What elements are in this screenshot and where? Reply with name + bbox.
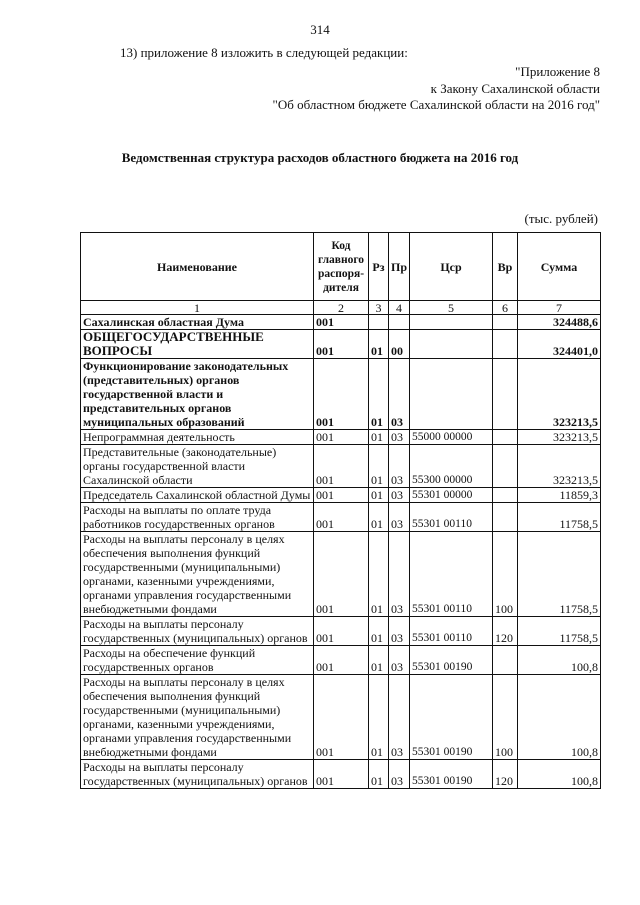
cell-rz: 01	[369, 532, 389, 617]
cell-csr: 55301 00190	[410, 675, 493, 760]
cell-rz: 01	[369, 760, 389, 789]
table-row	[81, 760, 601, 789]
appendix-line-2: к Закону Сахалинской области	[430, 81, 600, 96]
column-number: 7	[518, 301, 601, 315]
cell-pr: 03	[389, 359, 410, 430]
cell-name: Функционирование законодательных (представительных) органов государственной власти и представительных органов муниципальных образований	[81, 359, 314, 430]
cell-pr: 03	[389, 760, 410, 789]
cell-rz: 01	[369, 445, 389, 488]
column-number: 3	[369, 301, 389, 315]
cell-sum: 323213,5	[518, 430, 601, 445]
header-rz: Рз	[369, 233, 389, 301]
cell-name: Расходы на выплаты по оплате труда работников государственных органов	[81, 503, 314, 532]
header-code: Код главного распоря-дителя	[314, 233, 369, 301]
cell-vr	[493, 359, 518, 430]
cell-pr: 03	[389, 646, 410, 675]
cell-csr: 55301 00190	[410, 646, 493, 675]
header-vr: Вр	[493, 233, 518, 301]
cell-vr: 120	[493, 760, 518, 789]
cell-vr: 100	[493, 532, 518, 617]
cell-csr: 55301 00110	[410, 617, 493, 646]
cell-code: 001	[314, 503, 369, 532]
cell-sum: 11758,5	[518, 532, 601, 617]
cell-rz: 01	[369, 675, 389, 760]
cell-pr: 03	[389, 430, 410, 445]
cell-code: 001	[314, 430, 369, 445]
cell-sum: 100,8	[518, 675, 601, 760]
column-number: 5	[410, 301, 493, 315]
table-row	[81, 445, 601, 488]
cell-vr	[493, 503, 518, 532]
cell-csr	[410, 330, 493, 359]
cell-name: Расходы на обеспечение функций государственных органов	[81, 646, 314, 675]
cell-code: 001	[314, 445, 369, 488]
column-number: 1	[81, 301, 314, 315]
cell-vr	[493, 445, 518, 488]
cell-code: 001	[314, 617, 369, 646]
header-sum: Сумма	[518, 233, 601, 301]
cell-vr	[493, 646, 518, 675]
cell-pr: 03	[389, 617, 410, 646]
units-label: (тыс. рублей)	[524, 211, 598, 226]
cell-csr: 55300 00000	[410, 445, 493, 488]
document-title: Ведомственная структура расходов областного бюджета на 2016 год	[121, 150, 519, 165]
cell-pr: 03	[389, 675, 410, 760]
cell-code: 001	[314, 488, 369, 503]
column-number: 6	[493, 301, 518, 315]
cell-sum: 100,8	[518, 760, 601, 789]
cell-csr	[410, 315, 493, 330]
cell-rz: 01	[369, 503, 389, 532]
cell-name: Представительные (законодательные) органы государственной власти Сахалинской области	[81, 445, 314, 488]
table-row	[81, 617, 601, 646]
page-number: 314	[310, 22, 330, 37]
header-row	[81, 233, 601, 301]
appendix-line-1: "Приложение 8	[515, 64, 600, 79]
header-name: Наименование	[81, 233, 314, 301]
cell-vr	[493, 315, 518, 330]
cell-name: Непрограммная деятельность	[81, 430, 314, 445]
cell-code: 001	[314, 675, 369, 760]
cell-name: Председатель Сахалинской областной Думы	[81, 488, 314, 503]
cell-csr: 55301 00190	[410, 760, 493, 789]
cell-name: Расходы на выплаты персоналу государственных (муниципальных) органов	[81, 760, 314, 789]
cell-pr: 00	[389, 330, 410, 359]
cell-sum: 11758,5	[518, 617, 601, 646]
cell-rz: 01	[369, 330, 389, 359]
cell-vr	[493, 430, 518, 445]
table-row	[81, 488, 601, 503]
cell-csr: 55000 00000	[410, 430, 493, 445]
cell-sum: 100,8	[518, 646, 601, 675]
cell-vr: 120	[493, 617, 518, 646]
cell-vr	[493, 330, 518, 359]
cell-csr: 55301 00110	[410, 532, 493, 617]
cell-sum: 11758,5	[518, 503, 601, 532]
cell-rz: 01	[369, 430, 389, 445]
cell-vr: 100	[493, 675, 518, 760]
cell-name: Расходы на выплаты персоналу в целях обеспечения выполнения функций государственными (муниципальными) органами, казенными учреждениями, органами управления государственными внебюджетными фондами	[81, 675, 314, 760]
cell-pr: 03	[389, 445, 410, 488]
cell-name: Сахалинская областная Дума	[81, 315, 314, 330]
cell-sum: 324488,6	[518, 315, 601, 330]
cell-sum: 323213,5	[518, 445, 601, 488]
cell-rz: 01	[369, 488, 389, 503]
header-csr: Цср	[410, 233, 493, 301]
cell-csr	[410, 359, 493, 430]
cell-pr	[389, 315, 410, 330]
cell-sum: 324401,0	[518, 330, 601, 359]
cell-pr: 03	[389, 503, 410, 532]
column-number: 2	[314, 301, 369, 315]
cell-rz	[369, 315, 389, 330]
cell-pr: 03	[389, 488, 410, 503]
column-number: 4	[389, 301, 410, 315]
table-row	[81, 359, 601, 430]
table-row	[81, 315, 601, 330]
header-pr: Пр	[389, 233, 410, 301]
table-row	[81, 430, 601, 445]
cell-code: 001	[314, 646, 369, 675]
cell-pr: 03	[389, 532, 410, 617]
cell-csr: 55301 00000	[410, 488, 493, 503]
table-row	[81, 646, 601, 675]
cell-code: 001	[314, 760, 369, 789]
column-number-row	[81, 301, 601, 315]
cell-sum: 323213,5	[518, 359, 601, 430]
cell-csr: 55301 00110	[410, 503, 493, 532]
cell-name: Расходы на выплаты персоналу в целях обеспечения выполнения функций государственными (муниципальными) органами, казенными учреждениями, органами управления государственными внебюджетными фондами	[81, 532, 314, 617]
cell-rz: 01	[369, 646, 389, 675]
budget-table	[80, 232, 601, 789]
cell-code: 001	[314, 330, 369, 359]
cell-code: 001	[314, 532, 369, 617]
table-row	[81, 503, 601, 532]
intro-text: 13) приложение 8 изложить в следующей редакции:	[120, 45, 408, 60]
cell-name: Расходы на выплаты персоналу государственных (муниципальных) органов	[81, 617, 314, 646]
cell-rz: 01	[369, 359, 389, 430]
cell-name: ОБЩЕГОСУДАРСТВЕННЫЕ ВОПРОСЫ	[81, 330, 314, 359]
cell-code: 001	[314, 315, 369, 330]
cell-vr	[493, 488, 518, 503]
table-row	[81, 675, 601, 760]
table-row	[81, 330, 601, 359]
cell-sum: 11859,3	[518, 488, 601, 503]
cell-rz: 01	[369, 617, 389, 646]
cell-code: 001	[314, 359, 369, 430]
table-row	[81, 532, 601, 617]
appendix-line-3: "Об областном бюджете Сахалинской области на 2016 год"	[272, 97, 600, 112]
